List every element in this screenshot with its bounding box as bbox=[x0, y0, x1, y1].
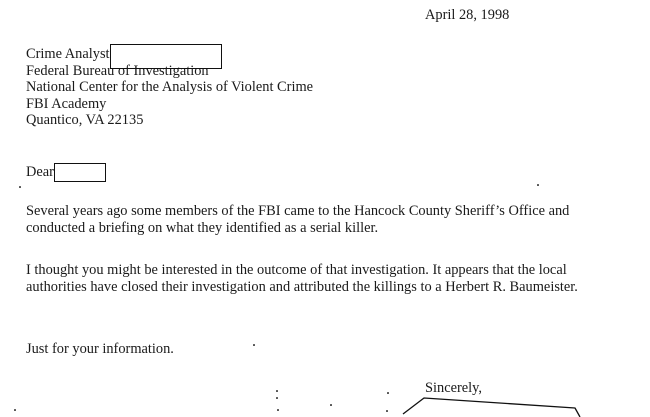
scan-speck bbox=[386, 410, 388, 412]
scan-speck bbox=[14, 409, 16, 411]
paragraph-information: Just for your information. bbox=[26, 341, 174, 357]
scan-speck bbox=[253, 344, 255, 346]
recipient-academy: FBI Academy bbox=[26, 95, 107, 112]
recipient-organization: Federal Bureau of Investigation bbox=[26, 62, 209, 79]
scan-speck bbox=[387, 392, 389, 394]
recipient-title-line bbox=[26, 46, 313, 63]
paragraph-briefing: Several years ago some members of the FBI came to the Hancock County Sheriff’s Office and conducted a briefing on what they identified as a serial killer. bbox=[26, 203, 570, 236]
redacted-salutation-box bbox=[54, 163, 106, 182]
scan-speck bbox=[276, 397, 278, 399]
scan-speck bbox=[330, 404, 332, 406]
letter-date: April 28, 1998 bbox=[425, 7, 510, 23]
paragraph-outcome: I thought you might be interested in the outcome of that investigation. It appears that the local authorities have closed their investigation and attributed the killings to a Herbert R. Baumeister. bbox=[26, 262, 578, 295]
closing-line: Sincerely, bbox=[425, 380, 483, 396]
recipient-address-block bbox=[26, 46, 313, 129]
redacted-name-box bbox=[110, 44, 222, 69]
salutation-line bbox=[26, 164, 106, 183]
scan-speck bbox=[276, 390, 278, 392]
salutation-text: Dear bbox=[26, 164, 54, 180]
recipient-center: National Center for the Analysis of Violent Crime bbox=[26, 79, 314, 95]
recipient-title: Crime Analyst bbox=[26, 46, 110, 62]
scan-speck bbox=[19, 186, 21, 188]
recipient-location: Quantico, VA 22135 bbox=[26, 112, 144, 128]
scan-speck bbox=[537, 184, 539, 186]
scan-speck bbox=[277, 409, 279, 411]
